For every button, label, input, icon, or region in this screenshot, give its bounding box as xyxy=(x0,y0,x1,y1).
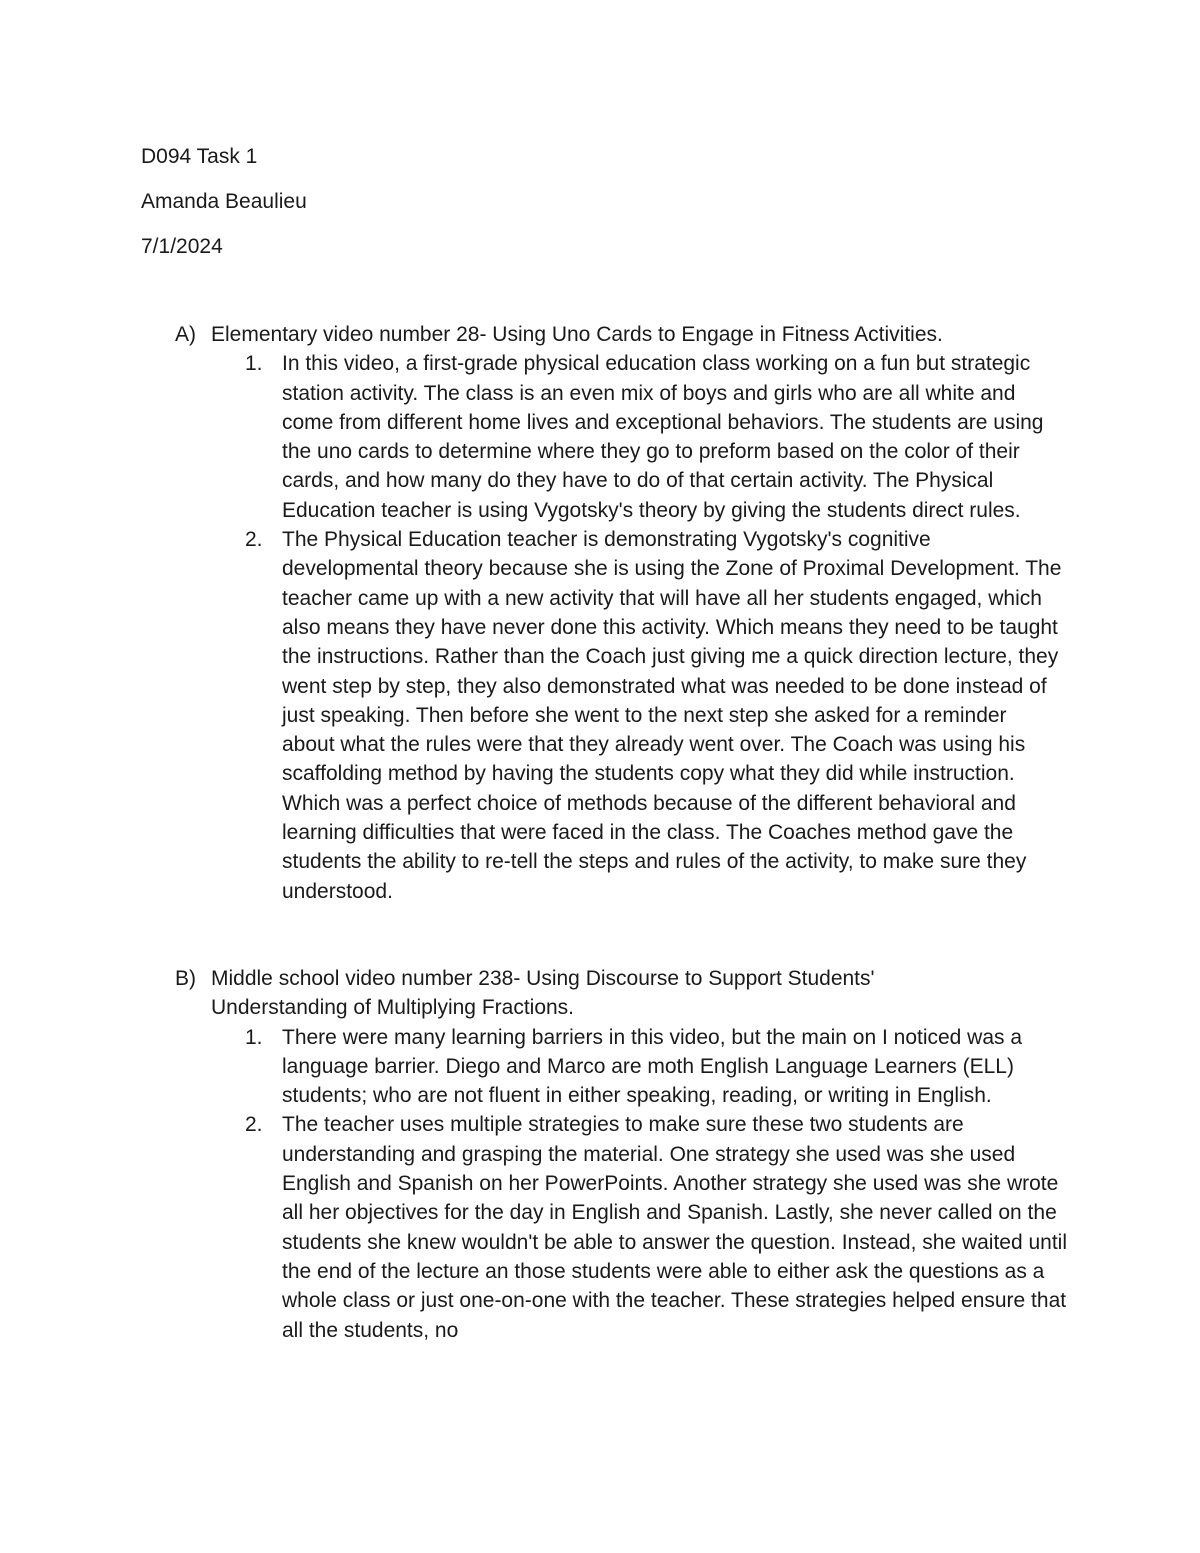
author-name: Amanda Beaulieu xyxy=(141,190,307,213)
document-title: D094 Task 1 xyxy=(141,145,258,168)
section-letter: A) xyxy=(175,323,196,346)
list-item xyxy=(0,1023,1200,1111)
list-item-number: 2. xyxy=(245,1113,263,1137)
list-item-text: There were many learning barriers in this video, but the main on I noticed was a language barrier. Diego and Marco are moth English Language Learners (ELL) students; who are not fluent in either speaking, reading, or writing in English. xyxy=(282,1025,1023,1108)
list-item-number: 2. xyxy=(245,528,263,552)
section-b xyxy=(0,964,1200,1345)
section-letter: B) xyxy=(175,967,196,990)
section-heading xyxy=(0,320,1200,349)
document-date: 7/1/2024 xyxy=(141,235,223,258)
list-item-number: 1. xyxy=(245,352,263,376)
section-a xyxy=(0,320,1200,906)
list-item-text: The teacher uses multiple strategies to make sure these two students are understanding and grasping the material. One strategy she used was she used English and Spanish on her PowerPoints. Another strategy she used was she wrote all her objectives for the day in English and Spanish. Lastly, she never called on the students she knew wouldn't be able to answer the question. Instead, she waited until the end of the lecture an those students were able to either ask the questions as a whole class or just one-on-one with the teacher. These strategies helped ensure that all the students, no xyxy=(282,1113,1068,1342)
list-item xyxy=(0,1110,1200,1344)
list-item xyxy=(0,349,1200,525)
list-item-text: The Physical Education teacher is demonstrating Vygotsky's cognitive developmental theory because she is using the Zone of Proximal Development. The teacher came up with a new activity that will have all her students engaged, which also means they have never done this activity. Which means they need to be taught the instructions. Rather than the Coach just giving me a quick direction lecture, they went step by step, they also demonstrated what was needed to be done instead of just speaking. Then before she went to the next step she asked for a reminder about what the rules were that they already went over. The Coach was using his scaffolding method by having the students copy what they did while instruction. Which was a perfect choice of methods because of the different behavioral and learning difficulties that were faced in the class. The Coaches method gave the students the ability to re-tell the steps and rules of the activity, to make sure they understood. xyxy=(282,528,1062,903)
section-heading xyxy=(0,964,1200,1023)
list-item-number: 1. xyxy=(245,1025,263,1049)
section-title: Elementary video number 28- Using Uno Cards to Engage in Fitness Activities. xyxy=(211,323,943,346)
list-item xyxy=(0,525,1200,906)
section-title: Middle school video number 238- Using Discourse to Support Students' Understanding of Multiplying Fractions. xyxy=(211,967,875,1020)
list-item-text: In this video, a first-grade physical education class working on a fun but strategic station activity. The class is an even mix of boys and girls who are all white and come from different home lives and exceptional behaviors. The students are using the uno cards to determine where they go to preform based on the color of their cards, and how many do they have to do of that certain activity. The Physical Education teacher is using Vygotsky's theory by giving the students direct rules. xyxy=(282,352,1044,522)
